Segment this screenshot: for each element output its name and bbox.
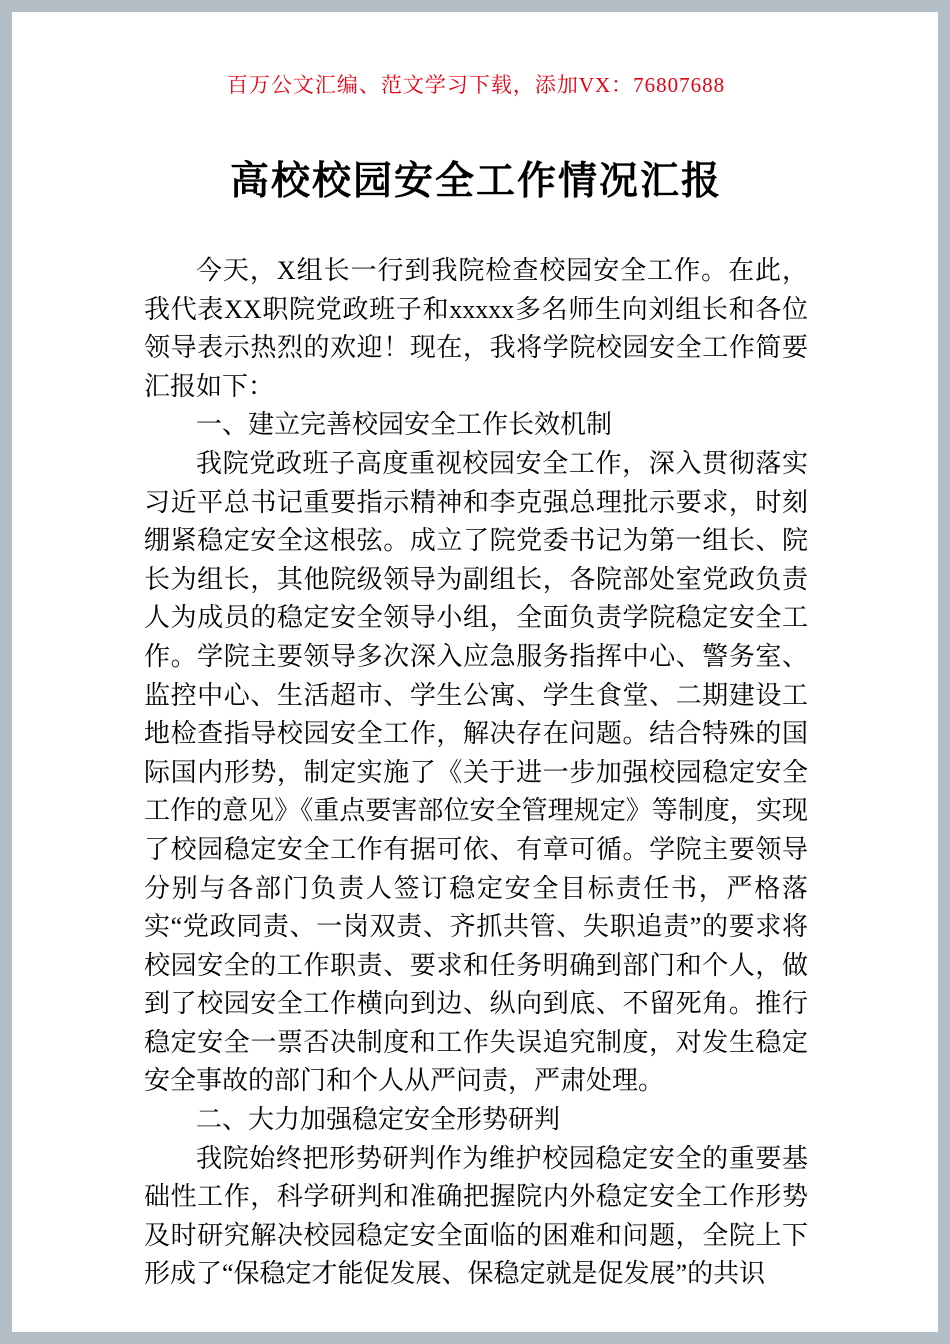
paragraph-section-2: 我院始终把形势研判作为维护校园稳定安全的重要基础性工作，科学研判和准确把握院内外稳定安全工作形势及时研究解决校园稳定安全面临的困难和问题，全院上下形成了“保稳定才能促发展、保稳定就是促发展”的共识 xyxy=(144,1143,808,1289)
document-body xyxy=(144,252,808,1294)
document-title: 高校校园安全工作情况汇报 xyxy=(229,160,722,203)
document-page xyxy=(12,12,938,1332)
section-heading-2: 二、大力加强稳定安全形势研判 xyxy=(196,1105,561,1135)
section-heading-1: 一、建立完善校园安全工作长效机制 xyxy=(196,410,613,440)
paragraph-intro: 今天，X组长一行到我院检查校园安全工作。在此，我代表XX职院党政班子和xxxxx多名师生向刘组长和各位领导表示热烈的欢迎！现在，我将学院校园安全工作简要汇报如下： xyxy=(144,256,808,401)
promo-notice: 百万公文汇编、范文学习下载，添加VX：76807688 xyxy=(226,73,726,97)
paragraph-section-1: 我院党政班子高度重视校园安全工作，深入贯彻落实习近平总书记重要指示精神和李克强总理批示要求，时刻绷紧稳定安全这根弦。成立了院党委书记为第一组长、院长为组长，其他院级领导为副组长，各院部处室党政负责人为成员的稳定安全领导小组，全面负责学院稳定安全工作。学院主要领导多次深入应急服务指挥中心、警务室、监控中心、生活超市、学生公寓、学生食堂、二期建设工地检查指导校园安全工作，解决存在问题。结合特殊的国际国内形势，制定实施了《关于进一步加强校园稳定安全工作的意见》《重点要害部位安全管理规定》等制度，实现了校园稳定安全工作有据可依、有章可循。学院主要领导分别与各部门负责人签订稳定安全目标责任书，严格落实“党政同责、一岗双责、齐抓共管、失职追责”的要求将校园安全的工作职责、要求和任务明确到部门和个人，做到了校园安全工作横向到边、纵向到底、不留死角。推行稳定安全一票否决制度和工作失误追究制度，对发生稳定安全事故的部门和个人从严问责，严肃处理。 xyxy=(144,448,808,1096)
